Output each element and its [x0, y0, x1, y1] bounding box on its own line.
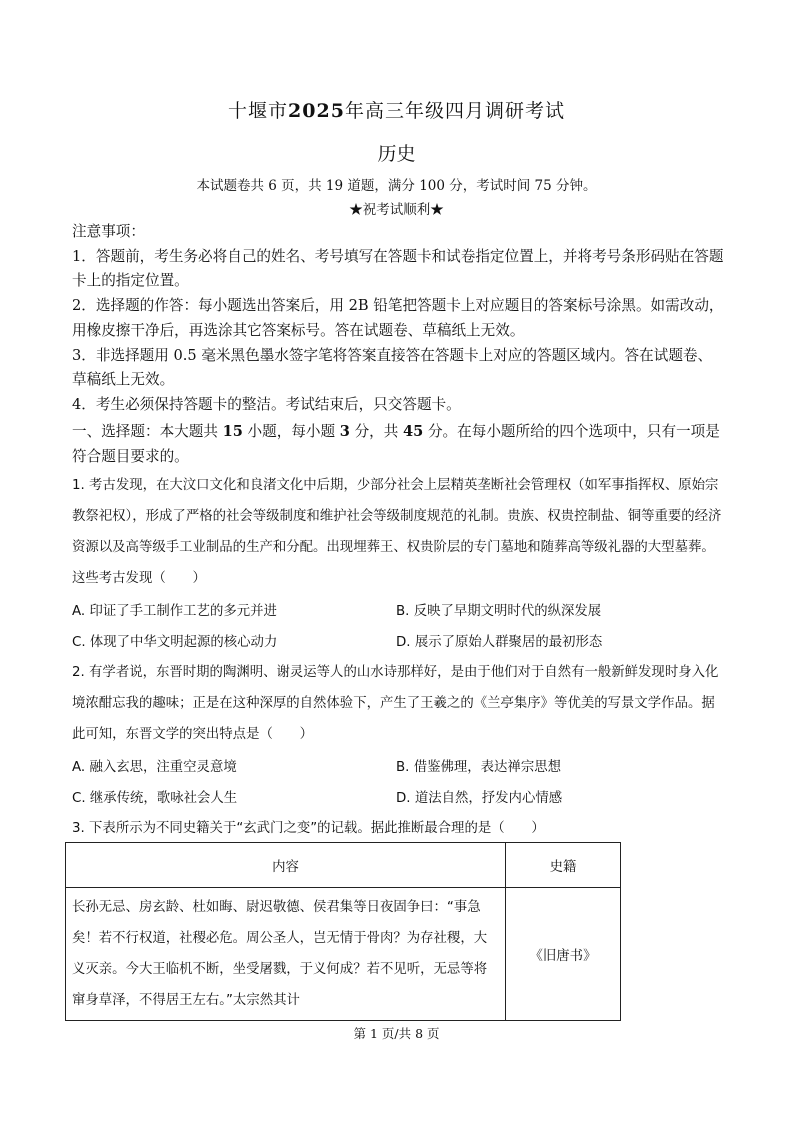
title-year: 2025	[288, 100, 345, 122]
subject-title: 历史	[377, 143, 416, 165]
notice-item: 1．答题前，考生务必将自己的姓名、考号填写在答题卡和试卷指定位置上，并将考号条形码贴在答题卡上的指定位置。	[72, 247, 724, 290]
option-d: D. 道法自然，抒发内心情感	[396, 791, 563, 806]
table-cell-content: 长孙无忌、房玄龄、杜如晦、尉迟敬德、侯君集等日夜固争曰：“事急矣！若不行权道，社稷必危。周公圣人，岂无情于骨肉？为存社稷，大义灭亲。今大王临机不断，坐受屠戮，于义何成？若不见听，无忌等将窜身草泽，不得居王左右。”太宗然其计	[66, 888, 506, 1021]
notice-item: 2．选择题的作答：每小题选出答案后，用 2B 铅笔把答题卡上对应题目的答案标号涂黑。如需改动，用橡皮擦干净后，再选涂其它答案标号。答在试题卷、草稿纸上无效。	[72, 297, 724, 339]
question-1-options	[72, 594, 724, 656]
table-header-row	[66, 843, 621, 888]
table-header-source: 史籍	[506, 843, 621, 888]
option-a: A. 印证了手工制作工艺的多元并进	[72, 604, 277, 619]
option-c: C. 体现了中华文明起源的核心动力	[72, 635, 278, 650]
notice-item: 4．考生必须保持答题卡的整洁。考试结束后，只交答题卡。	[72, 395, 461, 413]
table-cell-source: 《旧唐书》	[506, 888, 621, 1021]
notice-item: 3．非选择题用 0.5 毫米黑色墨水签字笔将答案直接答在答题卡上对应的答题区域内。答在试题卷、草稿纸上无效。	[72, 346, 713, 389]
table-row	[66, 888, 621, 1021]
question-3-stem: 3. 下表所示为不同史籍关于“玄武门之变”的记载。据此推断最合理的是（ ）	[72, 821, 545, 836]
table-header-content: 内容	[66, 843, 506, 888]
good-luck-line: ★祝考试顺利★	[349, 202, 444, 218]
notice-block	[72, 220, 724, 418]
exam-info: 本试题卷共 6 页，共 19 道题，满分 100 分，考试时间 75 分钟。	[196, 178, 597, 194]
option-d: D. 展示了原始人群聚居的最初形态	[396, 635, 603, 650]
option-c: C. 继承传统，歌咏社会人生	[72, 791, 238, 806]
option-b: B. 借鉴佛理，表达禅宗思想	[396, 760, 561, 775]
question-2-options	[72, 750, 724, 812]
section-heading: 一、选择题：本大题共 15 小题，每小题 3 分，共 45 分。在每小题所给的四个选项中，只有一项是符合题目要求的。	[72, 423, 720, 465]
notice-heading: 注意事项：	[72, 223, 145, 240]
title-prefix: 十堰市	[228, 100, 289, 122]
exam-title	[0, 96, 793, 123]
option-b: B. 反映了早期文明时代的纵深发展	[396, 604, 602, 619]
option-a: A. 融入玄思，注重空灵意境	[72, 760, 237, 775]
question-2-stem: 2. 有学者说，东晋时期的陶渊明、谢灵运等人的山水诗那样好，是由于他们对于自然有一般新鲜发现时身入化境浓酣忘我的趣味；正是在这种深厚的自然体验下，产生了王羲之的《兰亭集序》等优美的写景文学作品。据此可知，东晋文学的突出特点是（ ）	[72, 665, 719, 742]
page-footer: 第 1 页/共 8 页	[353, 1026, 440, 1041]
question-1-stem: 1. 考古发现，在大汶口文化和良渚文化中后期，少部分社会上层精英垄断社会管理权（如军事指挥权、原始宗教祭祀权），形成了严格的社会等级制度和维护社会等级制度规范的礼制。贵族、权贵控制盐、铜等重要的经济资源以及高等级手工业制品的生产和分配。出现埋葬王、权贵阶层的专门墓地和随葬高等级礼器的大型墓葬。这些考古发现（ ）	[72, 478, 722, 586]
title-suffix: 年高三年级四月调研考试	[344, 100, 565, 122]
history-sources-table	[65, 842, 621, 1021]
